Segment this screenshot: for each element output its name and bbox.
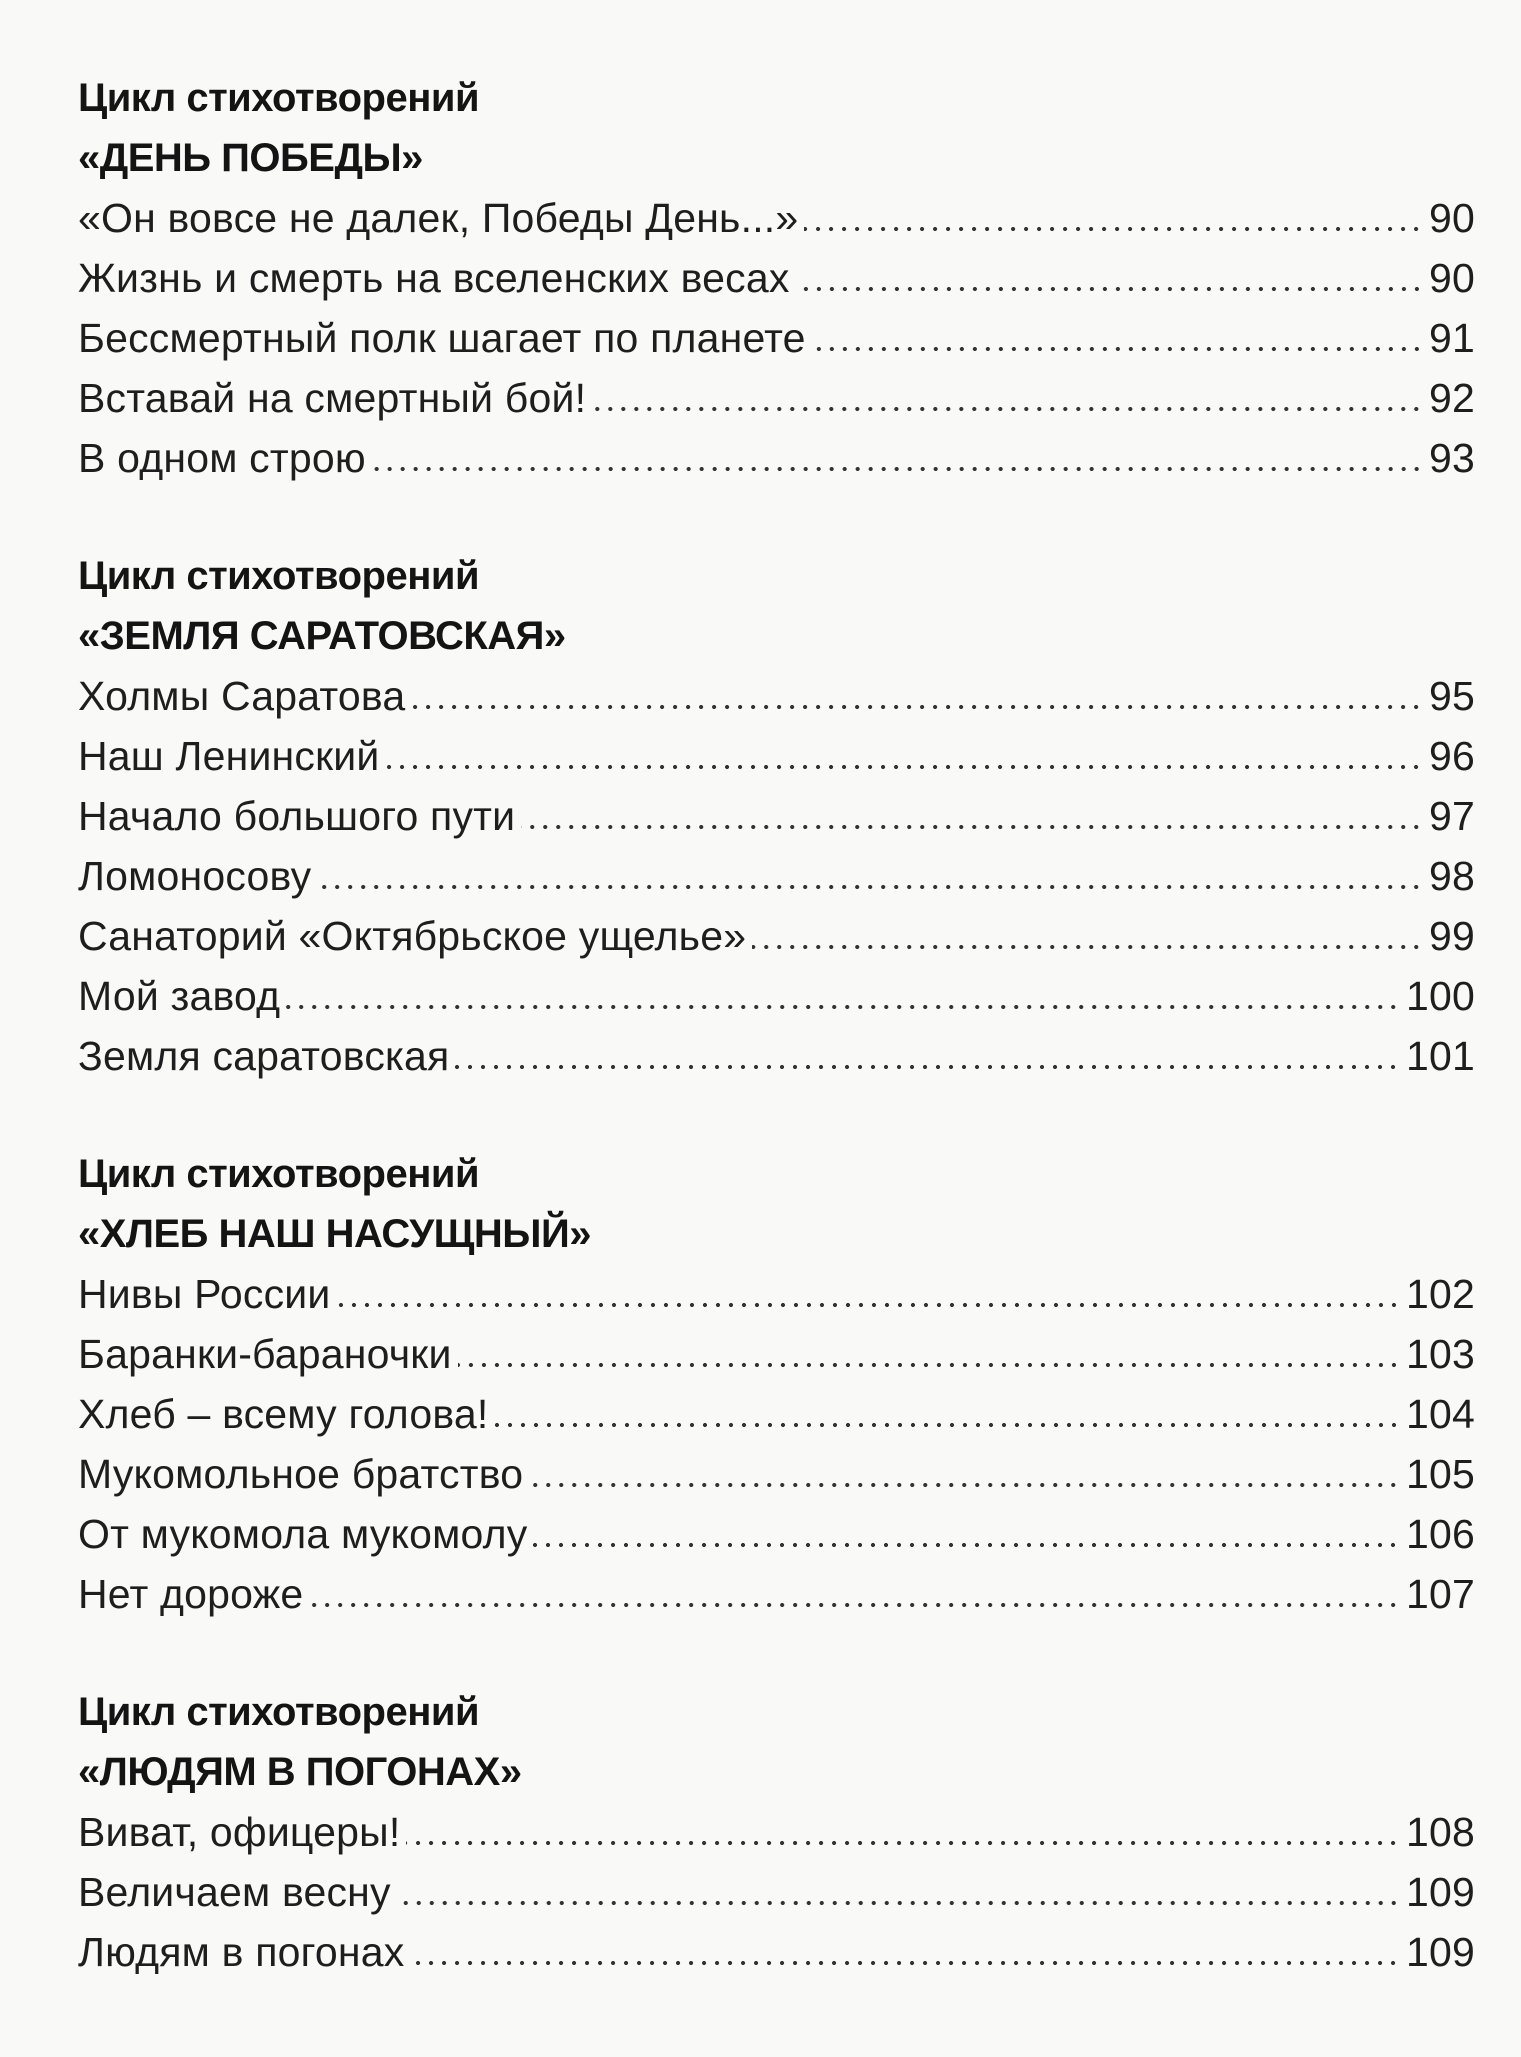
entry-page-number: 93 <box>1428 435 1475 481</box>
entry-title: «Он вовсе не далек, Победы День...» <box>78 195 799 241</box>
dot-leader <box>592 406 1423 412</box>
entry-title: Бессмертный полк шагает по планете <box>78 315 806 361</box>
toc-entry[interactable] <box>78 846 1475 906</box>
table-of-contents <box>78 68 1475 2040</box>
entry-page-number: 100 <box>1405 973 1475 1019</box>
entry-title: Величаем весну <box>78 1869 391 1915</box>
entry-title: Наш Ленинский <box>78 733 380 779</box>
toc-entry[interactable] <box>78 726 1475 786</box>
section-heading-title: «ДЕНЬ ПОБЕДЫ» <box>78 136 423 180</box>
dot-leader <box>411 704 1423 710</box>
entry-title: Мукомольное братство <box>78 1451 524 1497</box>
entry-title: Санаторий «Октябрьское ущелье» <box>78 913 747 959</box>
section-heading-label: Цикл стихотворений <box>78 1152 480 1196</box>
entry-title: Баранки-бараночки <box>78 1331 452 1377</box>
toc-entry[interactable] <box>78 1504 1475 1564</box>
toc-entry[interactable] <box>78 368 1475 428</box>
dot-leader <box>533 1542 1400 1548</box>
entry-page-number: 103 <box>1405 1331 1475 1377</box>
toc-entry[interactable] <box>78 248 1475 308</box>
entry-title: От мукомола мукомолу <box>78 1511 528 1557</box>
entry-page-number: 105 <box>1405 1451 1475 1497</box>
dot-leader <box>495 1422 1400 1428</box>
entry-page-number: 95 <box>1428 673 1475 719</box>
toc-section-den-pobedy <box>78 68 1475 488</box>
toc-entry[interactable] <box>78 966 1475 1026</box>
dot-leader <box>286 1004 1400 1010</box>
dot-leader <box>410 1960 1400 1966</box>
toc-entry[interactable] <box>78 1026 1475 1086</box>
entry-title: Вставай на смертный бой! <box>78 375 587 421</box>
entry-page-number: 98 <box>1428 853 1475 899</box>
dot-leader <box>458 1362 1400 1368</box>
entry-title: Нивы России <box>78 1271 331 1317</box>
entry-page-number: 104 <box>1405 1391 1475 1437</box>
toc-entry[interactable] <box>78 786 1475 846</box>
section-heading <box>78 546 1475 666</box>
dot-leader <box>804 226 1423 232</box>
section-heading-label: Цикл стихотворений <box>78 76 480 120</box>
entry-title: Хлеб – всему голова! <box>78 1391 489 1437</box>
dot-leader <box>337 1302 1400 1308</box>
section-heading-title: «ЗЕМЛЯ САРАТОВСКАЯ» <box>78 614 566 658</box>
section-heading-label: Цикл стихотворений <box>78 1690 480 1734</box>
section-heading-label: Цикл стихотворений <box>78 554 480 598</box>
toc-section-lyudyam-v-pogonakh <box>78 1682 1475 1982</box>
entry-page-number: 101 <box>1405 1033 1475 1079</box>
section-heading <box>78 1682 1475 1802</box>
toc-section-khleb-nash-nasushchny <box>78 1144 1475 1624</box>
section-heading <box>78 68 1475 188</box>
toc-entry[interactable] <box>78 1324 1475 1384</box>
entry-title: В одном строю <box>78 435 366 481</box>
entry-page-number: 92 <box>1428 375 1475 421</box>
entry-title: Жизнь и смерть на вселенских весах <box>78 255 790 301</box>
entry-page-number: 99 <box>1428 913 1475 959</box>
toc-entry[interactable] <box>78 666 1475 726</box>
entry-title: Мой завод <box>78 973 281 1019</box>
dot-leader <box>385 764 1423 770</box>
entry-page-number: 106 <box>1405 1511 1475 1557</box>
section-heading-title: «ЛЮДЯМ В ПОГОНАХ» <box>78 1750 522 1794</box>
entry-page-number: 102 <box>1405 1271 1475 1317</box>
dot-leader <box>529 1482 1400 1488</box>
entry-title: Ломоносову <box>78 853 312 899</box>
dot-leader <box>317 884 1423 890</box>
entry-page-number: 109 <box>1405 1869 1475 1915</box>
entry-title: Земля саратовская <box>78 1033 450 1079</box>
entry-page-number: 97 <box>1428 793 1475 839</box>
entry-title: Холмы Саратова <box>78 673 406 719</box>
entry-page-number: 109 <box>1405 1929 1475 1975</box>
dot-leader <box>309 1602 1400 1608</box>
entry-title: Начало большого пути <box>78 793 516 839</box>
entry-page-number: 90 <box>1428 195 1475 241</box>
entry-title: Людям в погонах <box>78 1929 405 1975</box>
toc-entry[interactable] <box>78 1444 1475 1504</box>
toc-entry[interactable] <box>78 428 1475 488</box>
toc-entry[interactable] <box>78 1922 1475 1982</box>
toc-section-zemlya-saratovskaya <box>78 546 1475 1086</box>
dot-leader <box>752 944 1423 950</box>
dot-leader <box>521 824 1423 830</box>
toc-entry[interactable] <box>78 1264 1475 1324</box>
entry-page-number: 107 <box>1405 1571 1475 1617</box>
toc-entry[interactable] <box>78 1862 1475 1922</box>
entry-title: Нет дороже <box>78 1571 304 1617</box>
toc-entry[interactable] <box>78 1802 1475 1862</box>
toc-entry[interactable] <box>78 1384 1475 1444</box>
dot-leader <box>796 286 1423 292</box>
entry-page-number: 96 <box>1428 733 1475 779</box>
toc-entry[interactable] <box>78 906 1475 966</box>
toc-entry[interactable] <box>78 1564 1475 1624</box>
entry-page-number: 91 <box>1428 315 1475 361</box>
entry-title: Виват, офицеры! <box>78 1809 401 1855</box>
dot-leader <box>406 1840 1400 1846</box>
toc-entry[interactable] <box>78 308 1475 368</box>
dot-leader <box>812 346 1423 352</box>
dot-leader <box>397 1900 1400 1906</box>
toc-entry[interactable] <box>78 188 1475 248</box>
entry-page-number: 108 <box>1405 1809 1475 1855</box>
section-heading-title: «ХЛЕБ НАШ НАСУЩНЫЙ» <box>78 1212 591 1256</box>
section-heading <box>78 1144 1475 1264</box>
dot-leader <box>455 1064 1400 1070</box>
entry-page-number: 90 <box>1428 255 1475 301</box>
dot-leader <box>372 466 1423 472</box>
